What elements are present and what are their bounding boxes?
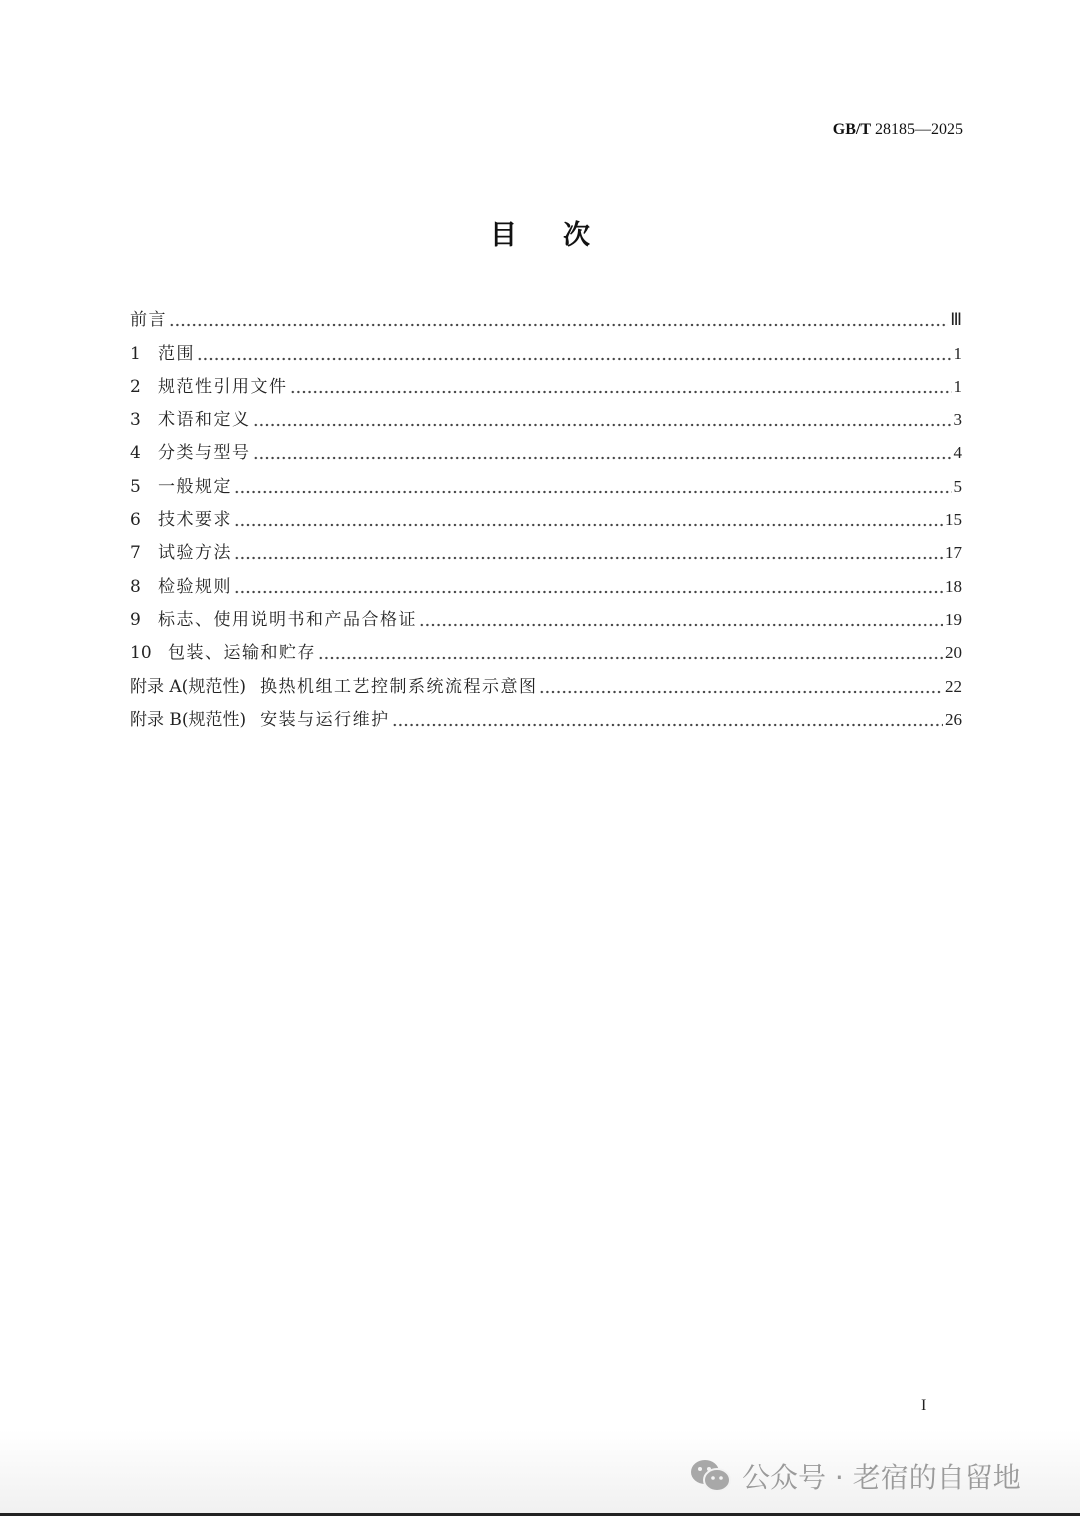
toc-entry-label: 规范性引用文件 — [158, 376, 288, 397]
toc-entry-label: 分类与型号 — [158, 443, 251, 464]
toc-entry-number: 7 — [130, 543, 141, 564]
toc-entry-page: 18 — [945, 576, 962, 596]
toc-entry[interactable] — [130, 601, 962, 634]
dot-leader — [253, 439, 952, 467]
toc-entry-page: 20 — [945, 643, 962, 663]
toc-entry-number: 9 — [130, 609, 141, 630]
toc-entry-label: 安装与运行维护 — [260, 709, 390, 730]
toc-entry-page: 3 — [953, 410, 962, 430]
watermark-text: 公众号 · 老宿的自留地 — [742, 1461, 1021, 1494]
toc-entry-label: 包装、运输和贮存 — [168, 643, 316, 664]
dot-leader — [197, 340, 952, 368]
toc-entry[interactable] — [130, 667, 962, 700]
toc-entry[interactable] — [130, 501, 962, 534]
table-of-contents — [130, 301, 962, 734]
toc-entry-number: 附录 B(规范性) — [130, 709, 247, 730]
toc-entry-page: 1 — [953, 343, 962, 363]
dot-leader — [234, 573, 943, 601]
toc-entry-page: Ⅲ — [950, 310, 962, 330]
toc-entry-label: 技术要求 — [158, 510, 232, 531]
toc-entry-label: 检验规则 — [158, 576, 232, 597]
dot-leader — [318, 639, 943, 667]
toc-entry[interactable] — [130, 301, 962, 334]
toc-entry-page: 1 — [953, 376, 962, 396]
page-title: 目次 — [490, 220, 636, 251]
toc-entry[interactable] — [130, 701, 962, 734]
toc-entry-label: 术语和定义 — [158, 410, 251, 431]
toc-entry[interactable] — [130, 567, 962, 600]
toc-entry-number: 10 — [130, 643, 152, 664]
toc-entry-label: 一般规定 — [158, 476, 232, 497]
toc-entry-label: 前言 — [130, 310, 167, 331]
toc-entry-page: 17 — [945, 543, 962, 563]
toc-entry[interactable] — [130, 634, 962, 667]
dot-leader — [392, 706, 943, 734]
toc-entry[interactable] — [130, 401, 962, 434]
toc-entry[interactable] — [130, 368, 962, 401]
toc-entry-number: 2 — [130, 376, 141, 397]
toc-entry-page: 15 — [945, 510, 962, 530]
toc-entry-label: 范围 — [158, 343, 195, 364]
watermark — [690, 1456, 1021, 1496]
wechat-icon — [690, 1459, 732, 1493]
toc-entry[interactable] — [130, 334, 962, 367]
standard-code: 28185—2025 — [875, 121, 963, 138]
toc-entry-page: 19 — [945, 609, 962, 629]
dot-leader — [169, 306, 948, 334]
dot-leader — [253, 406, 952, 434]
toc-entry-number: 3 — [130, 410, 141, 431]
toc-entry-number: 1 — [130, 343, 141, 364]
toc-entry-number: 5 — [130, 476, 141, 497]
toc-entry-number: 4 — [130, 443, 141, 464]
standard-number — [833, 121, 963, 139]
dot-leader — [234, 539, 943, 567]
toc-entry-page: 4 — [953, 443, 962, 463]
toc-entry-number: 附录 A(规范性) — [130, 676, 246, 697]
toc-entry-page: 26 — [945, 709, 962, 729]
toc-entry-number: 6 — [130, 510, 141, 531]
dot-leader — [234, 506, 943, 534]
toc-entry-label: 标志、使用说明书和产品合格证 — [158, 609, 417, 630]
standard-prefix: GB/T — [832, 121, 871, 138]
dot-leader — [539, 673, 943, 701]
toc-entry-number: 8 — [130, 576, 141, 597]
bottom-border — [0, 1513, 1080, 1516]
toc-entry-page: 5 — [953, 476, 962, 496]
dot-leader — [290, 373, 952, 401]
dot-leader — [419, 606, 943, 634]
page-number: I — [921, 1397, 927, 1414]
toc-entry-page: 22 — [945, 676, 962, 696]
toc-entry-label: 试验方法 — [158, 543, 232, 564]
toc-entry[interactable] — [130, 467, 962, 500]
toc-entry[interactable] — [130, 534, 962, 567]
toc-entry-label: 换热机组工艺控制系统流程示意图 — [259, 676, 538, 697]
dot-leader — [234, 473, 952, 501]
toc-entry[interactable] — [130, 434, 962, 467]
